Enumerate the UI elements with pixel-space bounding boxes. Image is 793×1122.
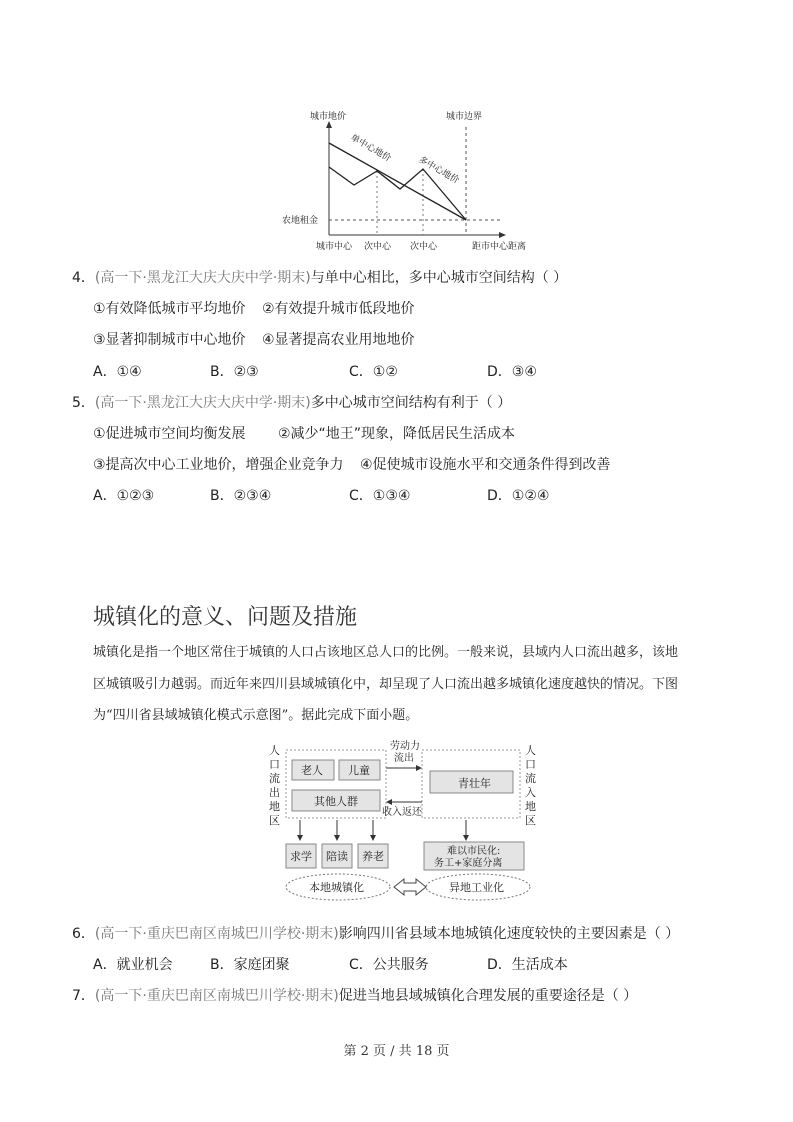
- x-axis-label: 距市中心距离: [472, 242, 527, 252]
- income-return-arrowhead: [386, 799, 392, 805]
- question-number: 7．: [72, 988, 95, 1004]
- question-source: (高一下·重庆巴南区南城巴川学校·期末): [94, 926, 339, 942]
- right-region-char: 入: [525, 786, 536, 799]
- farm-rent-label: 农地租金: [282, 216, 319, 226]
- hard-urban-label-2: 务工+家庭分离: [434, 858, 503, 869]
- q4-item-4: ④显著提高农业用地地价: [262, 332, 415, 348]
- question-number: 6．: [72, 926, 95, 942]
- y-axis-arrow: [326, 121, 332, 128]
- q5-option-c[interactable]: C．①③④: [349, 488, 411, 504]
- city-boundary-label: 城市边界: [446, 112, 483, 122]
- left-region-char: 流: [269, 772, 280, 785]
- q4-option-d[interactable]: D．③④: [487, 364, 537, 380]
- elderly-label: 老人: [301, 764, 323, 777]
- q4-option-c[interactable]: C．①②: [349, 364, 398, 380]
- double-arrow-icon: [394, 879, 426, 895]
- section-paragraph-line: 区城镇吸引力越弱。而近年来四川县域城镇化中，却呈现了人口流出越多城镇化速度越快的情况。下图: [93, 677, 679, 692]
- q6-option-c[interactable]: C．公共服务: [349, 957, 429, 973]
- right-region-char: 流: [525, 772, 536, 785]
- down-arrowhead: [297, 835, 303, 841]
- land-price-chart: [282, 105, 527, 255]
- left-region-char: 口: [269, 758, 280, 771]
- young-adults-label: 青壮年: [458, 777, 491, 790]
- section-paragraph-line: 为“四川省县域城镇化模式示意图”。据此完成下面小题。: [93, 708, 419, 723]
- left-region-char: 出: [269, 786, 280, 799]
- labor-outflow-arrowhead: [416, 765, 422, 771]
- question-stem: 与单中心相比，多中心城市空间结构（ ）: [310, 270, 568, 286]
- question-number: 4．: [72, 270, 95, 286]
- q5-option-b[interactable]: B．②③④: [210, 488, 272, 504]
- right-region-char: 地: [525, 800, 536, 813]
- left-region-char: 人: [269, 744, 280, 757]
- single-center-label: 单中心地价: [348, 132, 393, 165]
- down-arrowhead: [463, 835, 469, 841]
- retire-label: 养老: [362, 850, 384, 863]
- question-7: [72, 986, 637, 1006]
- right-region-char: 区: [525, 814, 536, 827]
- x-tick-label: 次中心: [364, 242, 392, 252]
- q5-option-a[interactable]: A．①②③: [93, 488, 155, 504]
- question-stem: 促进当地县域城镇化合理发展的重要途径是（ ）: [338, 988, 638, 1004]
- q5-item-1: ①促进城市空间均衡发展: [93, 426, 246, 442]
- q4-option-a[interactable]: A．①④: [93, 364, 142, 380]
- question-source: (高一下·黑龙江大庆大庆中学·期末): [94, 270, 311, 286]
- others-label: 其他人群: [314, 795, 358, 808]
- accompany-label: 陪读: [326, 850, 348, 863]
- down-arrowhead: [334, 835, 340, 841]
- q6-option-a[interactable]: A．就业机会: [93, 957, 173, 973]
- down-arrowhead: [370, 835, 376, 841]
- income-return-label: 收入返还: [382, 807, 422, 818]
- right-region-char: 人: [525, 744, 536, 757]
- left-region-char: 区: [269, 814, 280, 827]
- question-source: (高一下·重庆巴南区南城巴川学校·期末): [94, 988, 339, 1004]
- x-axis-arrow: [499, 232, 506, 238]
- q4-item-3: ③显著抑制城市中心地价: [93, 332, 246, 348]
- q4-option-b[interactable]: B．②③: [210, 364, 259, 380]
- section-title: 城镇化的意义、问题及措施: [93, 605, 358, 630]
- section-paragraph-line: 城镇化是指一个地区常住于城镇的人口占该地区总人口的比例。一般来说，县域内人口流出越多，该地: [93, 645, 679, 660]
- children-label: 儿童: [348, 764, 370, 777]
- x-tick-label: 次中心: [410, 242, 438, 252]
- right-region-char: 口: [525, 758, 536, 771]
- x-tick-label: 城市中心: [316, 242, 353, 252]
- question-number: 5．: [72, 395, 95, 411]
- q5-item-4: ④促使城市设施水平和交通条件得到改善: [360, 457, 611, 473]
- q4-item-2: ②有效提升城市低段地价: [262, 301, 415, 317]
- q6-option-d[interactable]: D．生活成本: [487, 957, 568, 973]
- study-label: 求学: [290, 850, 312, 863]
- labor-outflow-label-1: 劳动力: [390, 741, 420, 752]
- q4-item-1: ①有效降低城市平均地价: [93, 301, 246, 317]
- q5-item-2: ②减少“地王”现象，降低居民生活成本: [278, 426, 516, 442]
- urbanization-diagram: [262, 738, 547, 903]
- question-stem: 影响四川省县域本地城镇化速度较快的主要因素是（ ）: [338, 926, 680, 942]
- q6-option-b[interactable]: B．家庭团聚: [210, 957, 290, 973]
- question-4: [72, 268, 567, 288]
- q5-option-d[interactable]: D．①②④: [487, 488, 550, 504]
- hard-urban-label-1: 难以市民化:: [447, 846, 501, 857]
- page-footer: 第 2 页 / 共 18 页: [343, 1044, 450, 1059]
- remote-industry-label: 异地工业化: [449, 881, 504, 894]
- y-axis-label: 城市地价: [310, 112, 347, 122]
- question-6: [72, 924, 679, 944]
- q5-item-3: ③提高次中心工业地价，增强企业竞争力: [93, 457, 344, 473]
- labor-outflow-label-2: 流出: [394, 753, 414, 764]
- multi-center-label: 多中心地价: [416, 154, 461, 187]
- local-urban-label: 本地城镇化: [309, 881, 364, 894]
- question-5: [72, 393, 511, 413]
- question-source: (高一下·黑龙江大庆大庆中学·期末): [94, 395, 311, 411]
- question-stem: 多中心城市空间结构有利于（ ）: [310, 395, 512, 411]
- left-region-char: 地: [269, 800, 280, 813]
